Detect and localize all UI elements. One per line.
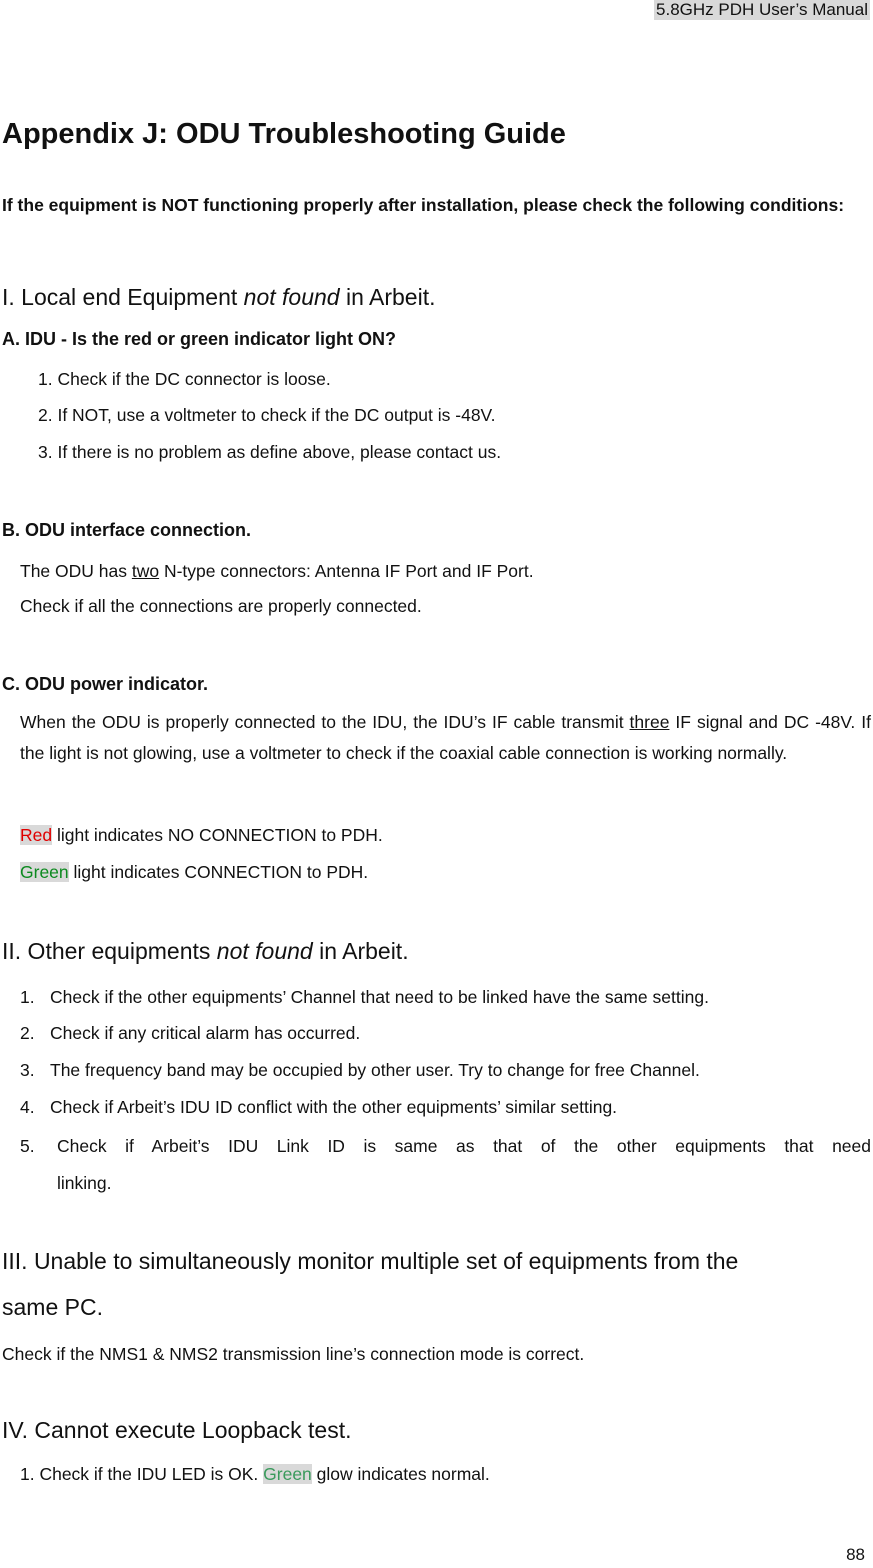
list-item: 3. If there is no problem as define above, please contact us. (38, 442, 502, 462)
text: light indicates NO CONNECTION to PDH. (52, 825, 383, 845)
section1-c-heading: C. ODU power indicator. (2, 674, 209, 694)
list-item: Check if any critical alarm has occurred. (50, 1023, 361, 1043)
heading-text: in Arbeit. (312, 938, 409, 964)
section1-b-heading: B. ODU interface connection. (2, 520, 252, 540)
page-title: Appendix J: ODU Troubleshooting Guide (2, 118, 566, 150)
underlined-text: two (131, 561, 160, 581)
red-light-line (20, 823, 383, 847)
page-number: 88 (846, 1545, 865, 1564)
intro-text: If the equipment is NOT functioning properly after installation, please check the following conditions: (2, 195, 845, 215)
text: N-type connectors: Antenna IF Port and IF Port. (159, 561, 534, 581)
heading-text: in Arbeit. (339, 284, 436, 310)
section2-heading (2, 936, 409, 966)
text: The ODU has (20, 561, 132, 581)
list-item-continuation: linking. (57, 1173, 112, 1193)
heading-text: I. Local end Equipment (2, 284, 244, 310)
list-number: 3. (20, 1060, 35, 1080)
text: glow indicates normal. (311, 1464, 490, 1484)
green-light-line (20, 860, 368, 884)
list-item: Check if Arbeit’s IDU ID conflict with the other equipments’ similar setting. (50, 1097, 618, 1117)
underlined-text: three (629, 712, 670, 732)
section1-c-paragraph (20, 707, 871, 769)
section1-heading (2, 282, 435, 312)
red-highlight: Red (20, 825, 53, 845)
list-item: 2. If NOT, use a voltmeter to check if the DC output is -48V. (38, 405, 496, 425)
list-item: The frequency band may be occupied by other user. Try to change for free Channel. (50, 1060, 700, 1080)
list-item: 1. Check if the DC connector is loose. (38, 369, 331, 389)
section1-a-heading: A. IDU - Is the red or green indicator light ON? (2, 329, 397, 349)
green-highlight: Green (263, 1464, 312, 1484)
text: IF signal and DC -48V. If the light is not glowing, use a voltmeter to check if the coaxial cable connection is working normally. (20, 712, 871, 763)
manual-header: 5.8GHz PDH User’s Manual (656, 0, 868, 19)
section4-item (20, 1462, 490, 1486)
list-item: Check if the other equipments’ Channel that need to be linked have the same setting. (50, 987, 709, 1007)
list-number: 1. (20, 987, 35, 1007)
section3-heading-line1: III. Unable to simultaneously monitor multiple set of equipments from the (2, 1248, 739, 1274)
section1-b-line2: Check if all the connections are properly connected. (20, 596, 422, 616)
section1-b-line1 (20, 559, 534, 583)
heading-text: II. Other equipments (2, 938, 217, 964)
section3-heading-line2: same PC. (2, 1294, 103, 1320)
green-highlight: Green (20, 862, 69, 882)
list-number: 5. (20, 1136, 35, 1156)
heading-italic: not found (216, 938, 313, 964)
text: 1. Check if the IDU LED is OK. (20, 1464, 264, 1484)
list-number: 2. (20, 1023, 35, 1043)
text: light indicates CONNECTION to PDH. (68, 862, 369, 882)
section3-text: Check if the NMS1 & NMS2 transmission line’s connection mode is correct. (2, 1344, 585, 1364)
section4-heading: IV. Cannot execute Loopback test. (2, 1417, 352, 1443)
list-number: 4. (20, 1097, 35, 1117)
heading-italic: not found (243, 284, 340, 310)
list-item: Check if Arbeit’s IDU Link ID is same as that of the other equipments that need (57, 1136, 871, 1156)
text: When the ODU is properly connected to the IDU, the IDU’s IF cable transmit (20, 712, 630, 732)
